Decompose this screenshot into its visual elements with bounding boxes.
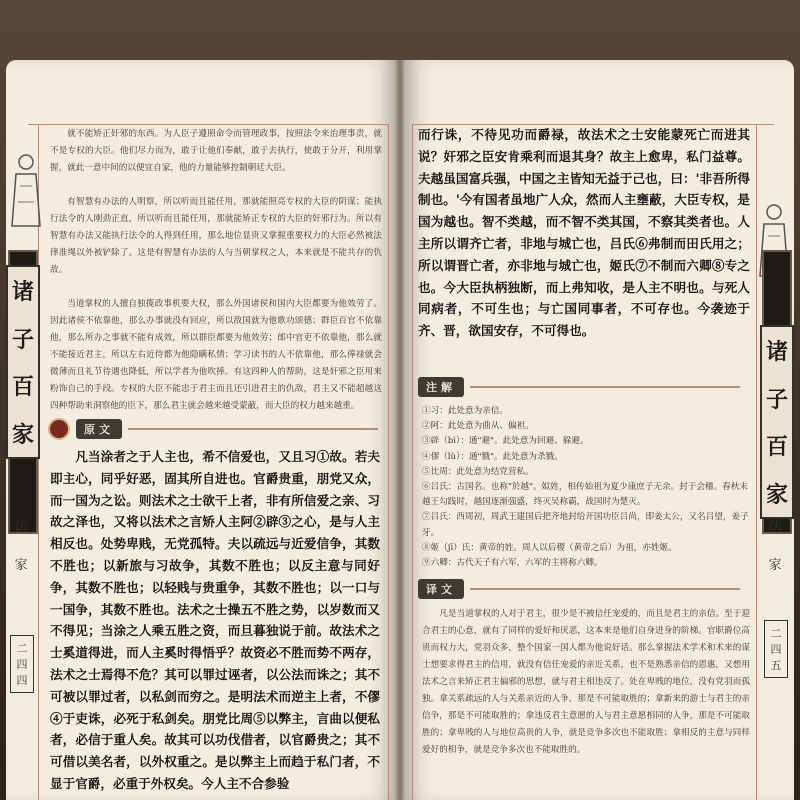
side-title-char: 诸	[11, 279, 34, 306]
note-item: ②阿：此处意为曲从、偏袒。	[422, 421, 534, 432]
page-number-char: 五	[770, 659, 782, 672]
side-title-char: 子	[765, 386, 788, 413]
original-text: 凡当涂者之于人主也，希不信爱也，又且习①故。若夫即主心，同乎好恶，固其所自进也。官爵贵重，朋党又众，而一国为之讼。则法术之士欲干上者，非有所信爱之亲、习故之泽也，又将以法术之言矫人主阿②辟③之心，是与人主相反也。处势卑贱，无党孤特。夫以疏远与近爱信争，其数不胜也；以新旅与习故争，其数不胜也；以反主意与同好争，其数不胜也；以轻贱与贵重争，其数不胜也；以一口与一国争，其数不胜也。法术之士操五不胜之势，以岁数而又不得见；当涂之人乘五胜之资，而旦暮独说于前。故法术之士奚道得进，而人主奚时得悟乎？故资必不胜而势不两存，法术之士焉得不危？其可以罪过诬者，以公法而诛之；其不可被以罪过者，以私剑而穷之。是明法术而逆主上者，不僇④于吏诛，必死于私剑矣。朋党比周⑤以弊主，言曲以便私者，必信于重人矣。故其可以功伐借者，以官爵贵之；其不可借以美名者，以外权重之。是以弊主上而趋于私门者，不显于官爵，必重于外权矣。今人主不合参验	[50, 449, 380, 791]
page-number-char: 四	[16, 674, 28, 687]
side-title-char: 家	[765, 481, 788, 508]
sage-figure-icon	[8, 150, 44, 230]
section-label: 译文	[418, 579, 464, 599]
open-book	[0, 60, 800, 800]
note-item: ⑦吕氏：西周初，周武王建国后把齐地封给开国功臣吕尚，即姜太公，又名吕望，姜子牙。	[422, 512, 749, 538]
intro-paragraph: 就不能矫正奸邪的东西。为人臣子遵照命令而管理政事，按照法令来治理事责，就不是专权的大臣。他们尽力而为，敢于让他们奉献，敢于去执行，使敢于分开，利用掌握，就此一意中间的以便宜自家，他的力量能够控制朝廷大臣。	[50, 129, 382, 173]
seal-icon	[48, 418, 70, 440]
right-page	[404, 60, 794, 800]
page-number-left	[10, 635, 34, 693]
section-label: 注解	[418, 377, 464, 397]
side-school-label	[764, 515, 786, 573]
side-series-title	[760, 325, 794, 519]
heading-rule	[470, 588, 740, 590]
notes-heading	[418, 376, 740, 398]
note-item: ⑥吕氏：古国名。也称"於越"。姒姓，相传始祖为夏少康庶子无余。封于会稽。春秋末越王勾践时，越国逐渐强盛，终灭吴称霸，战国时为楚灭。	[422, 482, 748, 508]
translation-heading	[418, 578, 740, 600]
translation-text: 凡是当道掌权的人对于君主，很少是不被信任宠爱的，而且是君主的亲信。至于迎合君主的心意，就有了同样的爱好和厌恶，这本来是他们自身进身的阶梯。官职爵位高贵而权力大，党羽众多，整个国家一国人都为他说好话。那么掌握法术学术和术来的谋士想要求得君主的信用，就没有信任宠爱的亲近关系，也不是熟悉亲信的恩惠，又想用法术之言来矫正君主偏邪的思想，就与君主相违反了。处在卑贱的地位，没有党羽而孤独。拿关系疏远的人与关系亲近的人争，那是不可能取胜的；拿新来的游士与君主的亲信争，那是不可能取胜的；拿违反君主意愿的人与君主意愿相同的人争，那是不可能取胜的；拿卑贱的人与地位高贵的人争，就是竞争多次也不能取胜；拿相反的主意与同样爱好的相争，就是竞争多次也不能取胜的。	[422, 609, 750, 755]
school-char: 家	[14, 558, 28, 573]
inner-margin-rule	[412, 124, 413, 800]
side-title-char: 子	[11, 326, 34, 353]
page-number-char: 二	[16, 642, 28, 655]
note-item: ⑧姬（jī）氏：黄帝的姓。周人以后稷（黄帝之后）为祖，亦姓姬。	[422, 542, 677, 553]
page-number-char: 四	[16, 658, 28, 671]
page-number-char: 二	[770, 627, 782, 640]
intro-paragraph: 有智慧有办法的人明察，所以听而且能任用，那就能照亮专权的大臣的阴谋；能执行法令的人刚劲正直，所以听而且能任用，那就能矫正专权的大臣的奸邪行为。所以有智慧有办法又能执行法令的人得到任用，那么地位显贵又掌握重要权力的大臣必然被法律准绳以外被铲除了。这是有智慧有办法的人与当朝掌权之人，本来就是不能共存的仇敌。	[50, 197, 382, 275]
notes-list	[422, 404, 750, 574]
original-text-heading	[48, 418, 378, 440]
side-title-char: 诸	[765, 339, 788, 366]
school-char: 家	[768, 558, 782, 573]
inner-margin-rule	[388, 124, 389, 800]
school-char: 法	[14, 519, 28, 534]
note-item: ④僇（lù）：通"戮"。此处意为杀戮。	[422, 451, 563, 462]
note-item: ③辟（bì）：通"避"。此处意为回避、躲避。	[422, 436, 589, 447]
note-item: ⑤比周：此处意为结党营私。	[422, 466, 534, 477]
note-item: ①习：此处意为亲信。	[422, 406, 508, 416]
heading-rule	[128, 428, 378, 430]
page-number-char: 四	[770, 643, 782, 656]
original-text-continued: 而行诛，不待见功而爵禄，故法术之士安能蒙死亡而进其说？奸邪之臣安肯乘利而退其身？故主上愈卑，私门益尊。夫越虽国富兵强，中国之主皆知无益于己也，曰：'非吾所得制也。'今有国者虽地广人众，然而人主壅蔽，大臣专权，是国为越也。智不类越，而不智不类其国，不察其类者也。人主所以谓齐亡者，非地与城亡也，吕氏⑥弗制而田氏用之；所以谓晋亡者，亦非地与城亡也，姬氏⑦不制而六卿⑧专之也。今大臣执柄独断，而上弗知收，是人主不明也。与死人同病者，不可生也；与亡国同事者，不可存也。今袭迹于齐、晋，欲国安存，不可得也。	[418, 127, 750, 339]
side-series-title	[6, 265, 40, 459]
section-label: 原文	[76, 419, 122, 439]
top-border-rule	[28, 124, 388, 125]
side-title-char: 家	[11, 421, 34, 448]
heading-rule	[470, 386, 740, 388]
side-title-char: 百	[11, 374, 34, 401]
intro-paragraph: 当道掌权的人擅自独揽政事机要大权，那么外国诸侯和国内大臣都要为他效劳了。因此诸侯不依靠他，那么办事就没有回应，所以敌国就为他歌功颂德；群臣百官不依靠他，那么所办之事就不能有成效，所以群臣都要为他效劳；郎中官吏不依靠他，那么就不能接近君主，所以左右近侍都为他隐瞒私情；学习读书的人不依靠他，那么俸禄就会微薄而且礼节待遇也降低，所以学者为他吹捧。有这四种人的帮助，这是奸邪之臣用来粉饰自己的手段。专权的大臣不能忠于君主而且还引进君主的仇敌，君主又不能超越这四种帮助来洞察他的臣下，那么君主就会越来越受蒙蔽，而大臣的权力越来越重。	[50, 299, 382, 411]
page-number-right	[764, 620, 788, 678]
note-item: ⑨六卿：古代天子有六军，六军的主将称六卿。	[422, 558, 603, 569]
side-school-label	[10, 515, 32, 573]
left-page	[6, 60, 396, 800]
side-title-char: 百	[765, 434, 788, 461]
school-char: 法	[768, 519, 782, 534]
